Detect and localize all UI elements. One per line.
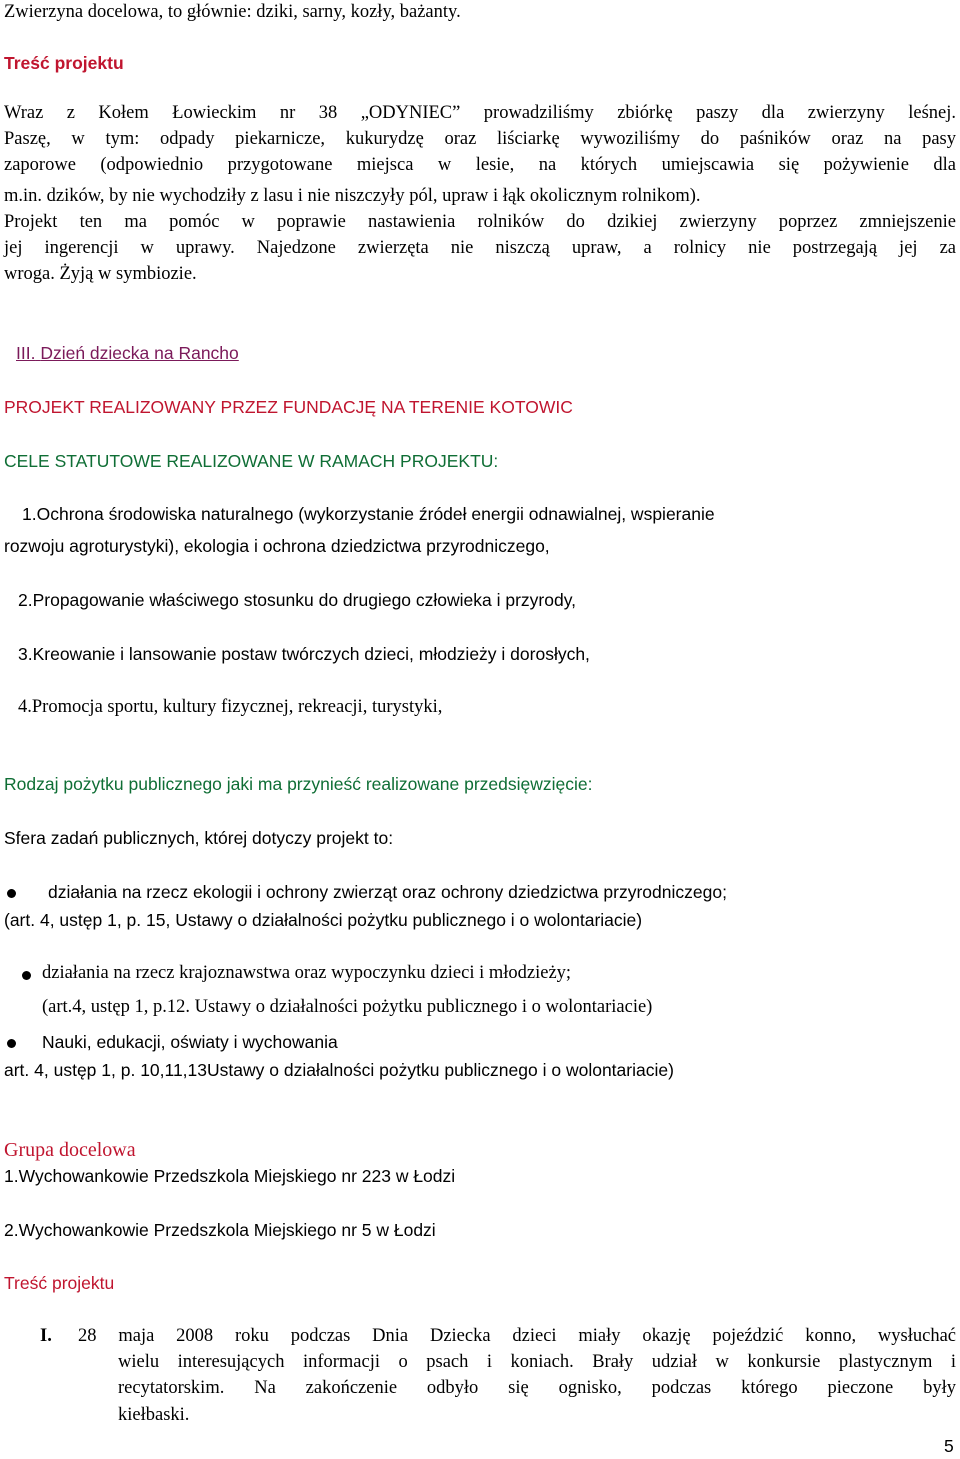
- projekt-heading: PROJEKT REALIZOWANY PRZEZ FUNDACJĘ NA TERENIE KOTOWIC: [4, 397, 573, 417]
- section-title: Dzień dziecka na Rancho: [40, 343, 239, 363]
- paragraph-line: Paszę, w tym: odpady piekarnicze, kukurydzę oraz liściarkę wywoziliśmy do paśników oraz na pasy: [4, 129, 956, 149]
- item-line: recytatorskim. Na zakończenie odbyło się ognisko, podczas którego pieczone były: [118, 1378, 956, 1398]
- text-zwierzyna: Zwierzyna docelowa, to głównie: dziki, sarny, kozły, bażanty.: [4, 2, 461, 22]
- paragraph-line: jej ingerencji w uprawy. Najedzone zwierzęta nie niszczą upraw, a rolnicy nie postrzegają jej za: [4, 238, 956, 258]
- section-number: III.: [16, 343, 36, 363]
- bullet-icon: [22, 971, 31, 980]
- item-line: 28 maja 2008 roku podczas Dnia Dziecka dzieci miały okazję pojeździć konno, wysłuchać: [78, 1326, 956, 1346]
- grupa-item-1: 1.Wychowankowie Przedszkola Miejskiego nr 223 w Łodzi: [4, 1166, 456, 1186]
- bullet-text: działania na rzecz krajoznawstwa oraz wypoczynku dzieci i młodzieży;: [42, 963, 572, 983]
- paragraph-line: m.in. dzików, by nie wychodziły z lasu i nie niszczyły pól, upraw i łąk okolicznym rolnikom).: [4, 186, 701, 206]
- goal-1-line: rozwoju agroturystyki), ekologia i ochrona dziedzictwa przyrodniczego,: [4, 536, 550, 556]
- goal-1-line: 1.Ochrona środowiska naturalnego (wykorzystanie źródeł energii odnawialnej, wspieranie: [22, 504, 715, 524]
- bullet-ref: (art. 4, ustęp 1, p. 15, Ustawy o działalności pożytku publicznego i o wolontariacie): [4, 910, 643, 930]
- section-heading: [4, 343, 239, 364]
- rodzaj-heading: Rodzaj pożytku publicznego jaki ma przynieść realizowane przedsięwzięcie:: [4, 774, 593, 794]
- item-line: kiełbaski.: [118, 1405, 190, 1425]
- goal-2: 2.Propagowanie właściwego stosunku do drugiego człowieka i przyrody,: [18, 590, 577, 610]
- paragraph-line: Wraz z Kołem Łowieckim nr 38 „ODYNIEC” prowadziliśmy zbiórkę paszy dla zwierzyny leśnej.: [4, 103, 956, 123]
- item-number: I.: [40, 1326, 52, 1346]
- bullet-icon: [7, 1039, 16, 1048]
- paragraph-line: zaporowe (odpowiednio przygotowane miejsca w lesie, na których umiejscawia się pożywienie dla: [4, 155, 956, 175]
- cele-heading: CELE STATUTOWE REALIZOWANE W RAMACH PROJEKTU:: [4, 451, 499, 471]
- grupa-heading: Grupa docelowa: [4, 1139, 136, 1161]
- bullet-icon: [7, 889, 16, 898]
- paragraph-line: wroga. Żyją w symbiozie.: [4, 264, 197, 284]
- goal-4: 4.Promocja sportu, kultury fizycznej, rekreacji, turystyki,: [18, 697, 443, 717]
- goal-3: 3.Kreowanie i lansowanie postaw twórczych dzieci, młodzieży i dorosłych,: [18, 644, 590, 664]
- grupa-item-2: 2.Wychowankowie Przedszkola Miejskiego nr 5 w Łodzi: [4, 1220, 436, 1240]
- bullet-text: działania na rzecz ekologii i ochrony zwierząt oraz ochrony dziedzictwa przyrodniczego;: [48, 882, 727, 902]
- heading-tresc-projektu: Treść projektu: [4, 53, 124, 73]
- paragraph-line: Projekt ten ma pomóc w poprawie nastawienia rolników do dzikiej zwierzyny poprzez zmniejszenie: [4, 212, 956, 232]
- item-line: wielu interesujących informacji o psach i koniach. Brały udział w konkursie plastycznym i: [118, 1352, 956, 1372]
- bullet-text: Nauki, edukacji, oświaty i wychowania: [42, 1032, 338, 1052]
- heading-tresc-projektu-2: Treść projektu: [4, 1273, 115, 1293]
- bullet-ref: (art.4, ustęp 1, p.12. Ustawy o działalności pożytku publicznego i o wolontariacie): [42, 997, 653, 1017]
- page-number: 5: [944, 1436, 954, 1456]
- bullet-ref: art. 4, ustęp 1, p. 10,11,13Ustawy o działalności pożytku publicznego i o wolontariacie): [4, 1060, 674, 1080]
- sfera-text: Sfera zadań publicznych, której dotyczy projekt to:: [4, 828, 394, 848]
